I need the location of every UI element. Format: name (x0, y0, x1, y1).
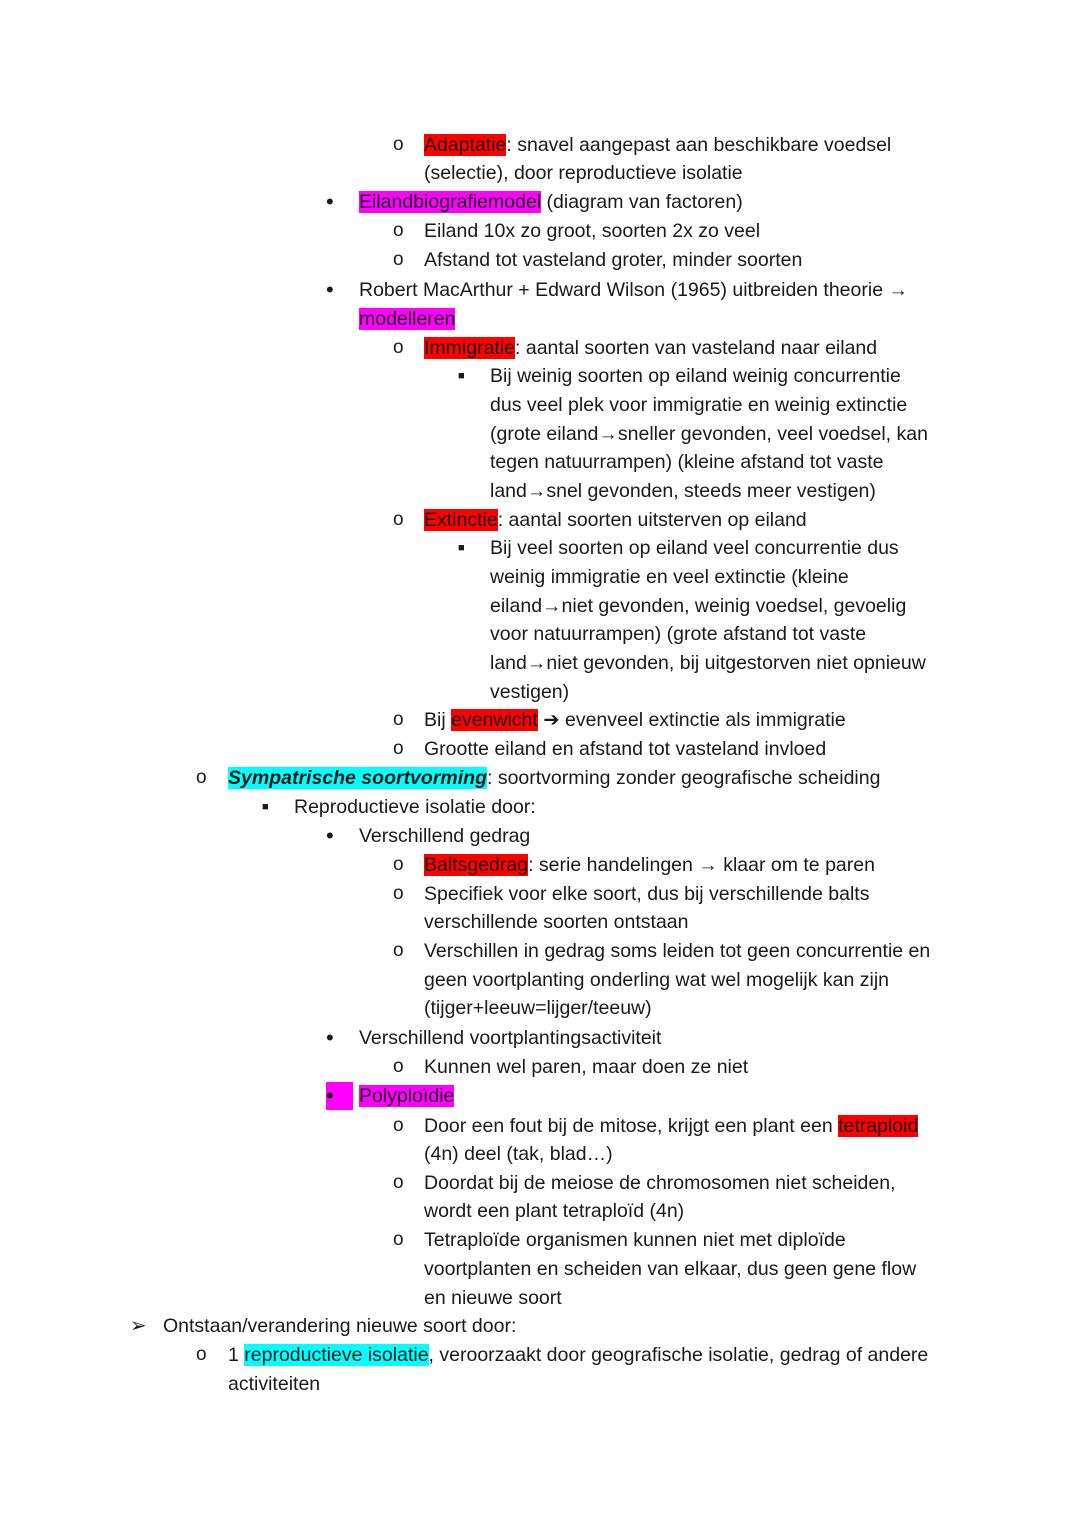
text-run: Verschillen in gedrag soms leiden tot geen concurrentie en (424, 940, 931, 962)
text-line (424, 1284, 562, 1312)
text-line (359, 276, 908, 304)
text-line (490, 620, 866, 648)
text-run: weinig immigratie en veel extinctie (kleine (490, 566, 849, 588)
square-bullet-icon: ■ (262, 801, 269, 813)
text-run: : soortvorming zonder geografische scheiding (486, 767, 881, 789)
text-run: vestigen) (490, 681, 570, 703)
text-run: eiland→niet gevonden, weinig voedsel, gevoelig (490, 595, 907, 617)
square-bullet-icon: ■ (458, 542, 465, 554)
text-run: voor natuurrampen) (grote afstand tot vaste (490, 623, 867, 645)
text-line (490, 678, 569, 706)
text-line (359, 1024, 661, 1052)
highlighted-term: Immigratie (424, 337, 516, 359)
text-run: Bij veel soorten op eiland veel concurrentie dus (490, 537, 899, 559)
text-line (359, 188, 743, 216)
disc-bullet-icon: • (326, 1082, 353, 1110)
text-run: voortplanten en scheiden van elkaar, dus geen gene flow (424, 1258, 917, 1280)
text-run: Ontstaan/verandering nieuwe soort door: (163, 1315, 517, 1337)
text-line (424, 851, 875, 879)
circle-bullet-icon: o (393, 337, 404, 358)
text-run: Kunnen wel paren, maar doen ze niet (424, 1056, 749, 1078)
highlighted-term: tetraploid (838, 1115, 919, 1137)
circle-bullet-icon: o (393, 883, 404, 904)
highlighted-term: Polyploïdie (359, 1085, 455, 1107)
text-run: Bij weinig soorten op eiland weinig concurrentie (490, 365, 901, 387)
disc-bullet-icon: • (326, 277, 334, 302)
text-line (424, 966, 889, 994)
text-line (490, 592, 906, 620)
text-line (424, 937, 930, 965)
text-line (490, 448, 884, 476)
circle-bullet-icon: o (393, 1172, 404, 1193)
text-run: Grootte eiland en afstand tot vasteland invloed (424, 738, 827, 760)
text-run: Tetraploïde organismen kunnen niet met diploïde (424, 1229, 846, 1251)
text-run: activiteiten (228, 1373, 321, 1395)
text-line (424, 1053, 748, 1081)
text-run: , veroorzaakt door geografische isolatie, gedrag of andere (428, 1344, 929, 1366)
circle-bullet-icon: o (393, 940, 404, 961)
arrowhead-bullet-icon: ➢ (130, 1315, 147, 1337)
text-run: Door een fout bij de mitose, krijgt een plant een (424, 1115, 839, 1137)
text-run: (tijger+leeuw=lijger/teeuw) (424, 997, 652, 1019)
circle-bullet-icon: o (393, 738, 404, 759)
text-run: wordt een plant tetraploïd (4n) (424, 1200, 685, 1222)
text-run: land→snel gevonden, steeds meer vestigen) (490, 480, 876, 502)
disc-bullet-icon: • (326, 189, 334, 214)
text-line (490, 391, 907, 419)
text-line (490, 649, 926, 677)
text-line (359, 1082, 454, 1110)
circle-bullet-icon: o (196, 767, 207, 788)
text-line (424, 706, 846, 734)
text-run: 1 (228, 1344, 245, 1366)
text-run: (selectie), door reproductieve isolatie (424, 162, 743, 184)
text-run: Specifiek voor elke soort, dus bij verschillende balts (424, 883, 870, 905)
text-run: : serie handelingen → klaar om te paren (528, 854, 875, 876)
circle-bullet-icon: o (196, 1344, 207, 1365)
text-line (228, 1370, 320, 1398)
highlighted-term: Extinctie (424, 509, 498, 531)
text-run: Afstand tot vasteland groter, minder soorten (424, 249, 803, 271)
text-run: verschillende soorten ontstaan (424, 911, 689, 933)
highlighted-term: evenwicht (451, 709, 538, 731)
highlighted-term: Adaptatie (424, 134, 507, 156)
text-line (424, 1112, 918, 1140)
circle-bullet-icon: o (393, 134, 404, 155)
square-bullet-icon: ■ (458, 370, 465, 382)
text-line (228, 1341, 928, 1369)
circle-bullet-icon: o (393, 1056, 404, 1077)
text-line (490, 563, 849, 591)
circle-bullet-icon: o (393, 709, 404, 730)
highlighted-term: reproductieve isolatie (244, 1344, 429, 1366)
text-line (424, 246, 802, 274)
text-run: : snavel aangepast aan beschikbare voedsel (506, 134, 892, 156)
text-run: (diagram van factoren) (541, 191, 743, 213)
text-line (294, 793, 536, 821)
text-run: Verschillend voortplantingsactiviteit (359, 1027, 662, 1049)
highlighted-term: modelleren (359, 308, 456, 330)
text-line (424, 1197, 684, 1225)
text-line (359, 305, 455, 333)
text-run: ➔ evenveel extinctie als immigratie (537, 709, 846, 731)
text-line (424, 1255, 916, 1283)
text-line (424, 334, 877, 362)
text-run: (grote eiland→sneller gevonden, veel voedsel, kan (490, 423, 928, 445)
text-line (424, 735, 826, 763)
text-line (490, 420, 928, 448)
circle-bullet-icon: o (393, 220, 404, 241)
circle-bullet-icon: o (393, 509, 404, 530)
text-run: dus veel plek voor immigratie en weinig extinctie (490, 394, 908, 416)
text-run: Bij (424, 709, 452, 731)
text-line (424, 159, 743, 187)
disc-bullet-icon: • (326, 1025, 334, 1050)
text-line (424, 1140, 613, 1168)
text-line (424, 506, 807, 534)
circle-bullet-icon: o (393, 1229, 404, 1250)
text-line (424, 994, 652, 1022)
text-run: : aantal soorten van vasteland naar eiland (515, 337, 878, 359)
highlighted-term: Sympatrische soortvorming (228, 767, 487, 789)
text-line (490, 477, 876, 505)
text-run: Verschillend gedrag (359, 825, 531, 847)
text-run: tegen natuurrampen) (kleine afstand tot vaste (490, 451, 884, 473)
text-run: Eiland 10x zo groot, soorten 2x zo veel (424, 220, 761, 242)
text-line (490, 362, 901, 390)
text-run: geen voortplanting onderling wat wel mogelijk kan zijn (424, 969, 890, 991)
text-run: Reproductieve isolatie door: (294, 796, 536, 818)
text-line (424, 908, 689, 936)
highlighted-term: Baltsgedrag (424, 854, 529, 876)
text-line (424, 1169, 896, 1197)
text-line (424, 1226, 846, 1254)
text-run: en nieuwe soort (424, 1287, 562, 1309)
text-line (424, 131, 891, 159)
text-line (424, 217, 760, 245)
text-line (228, 764, 880, 792)
text-run: land→niet gevonden, bij uitgestorven niet opnieuw (490, 652, 926, 674)
text-line (163, 1312, 516, 1340)
text-line (359, 822, 530, 850)
text-run: Doordat bij de meiose de chromosomen niet scheiden, (424, 1172, 896, 1194)
text-run: (4n) deel (tak, blad…) (424, 1143, 613, 1165)
text-line (490, 534, 899, 562)
circle-bullet-icon: o (393, 249, 404, 270)
text-run: Robert MacArthur + Edward Wilson (1965) uitbreiden theorie → (359, 279, 908, 301)
circle-bullet-icon: o (393, 1115, 404, 1136)
highlighted-term: Eilandbiografiemodel (359, 191, 542, 213)
circle-bullet-icon: o (393, 854, 404, 875)
disc-bullet-icon: • (326, 823, 334, 848)
text-run: : aantal soorten uitsterven op eiland (497, 509, 807, 531)
text-line (424, 880, 869, 908)
